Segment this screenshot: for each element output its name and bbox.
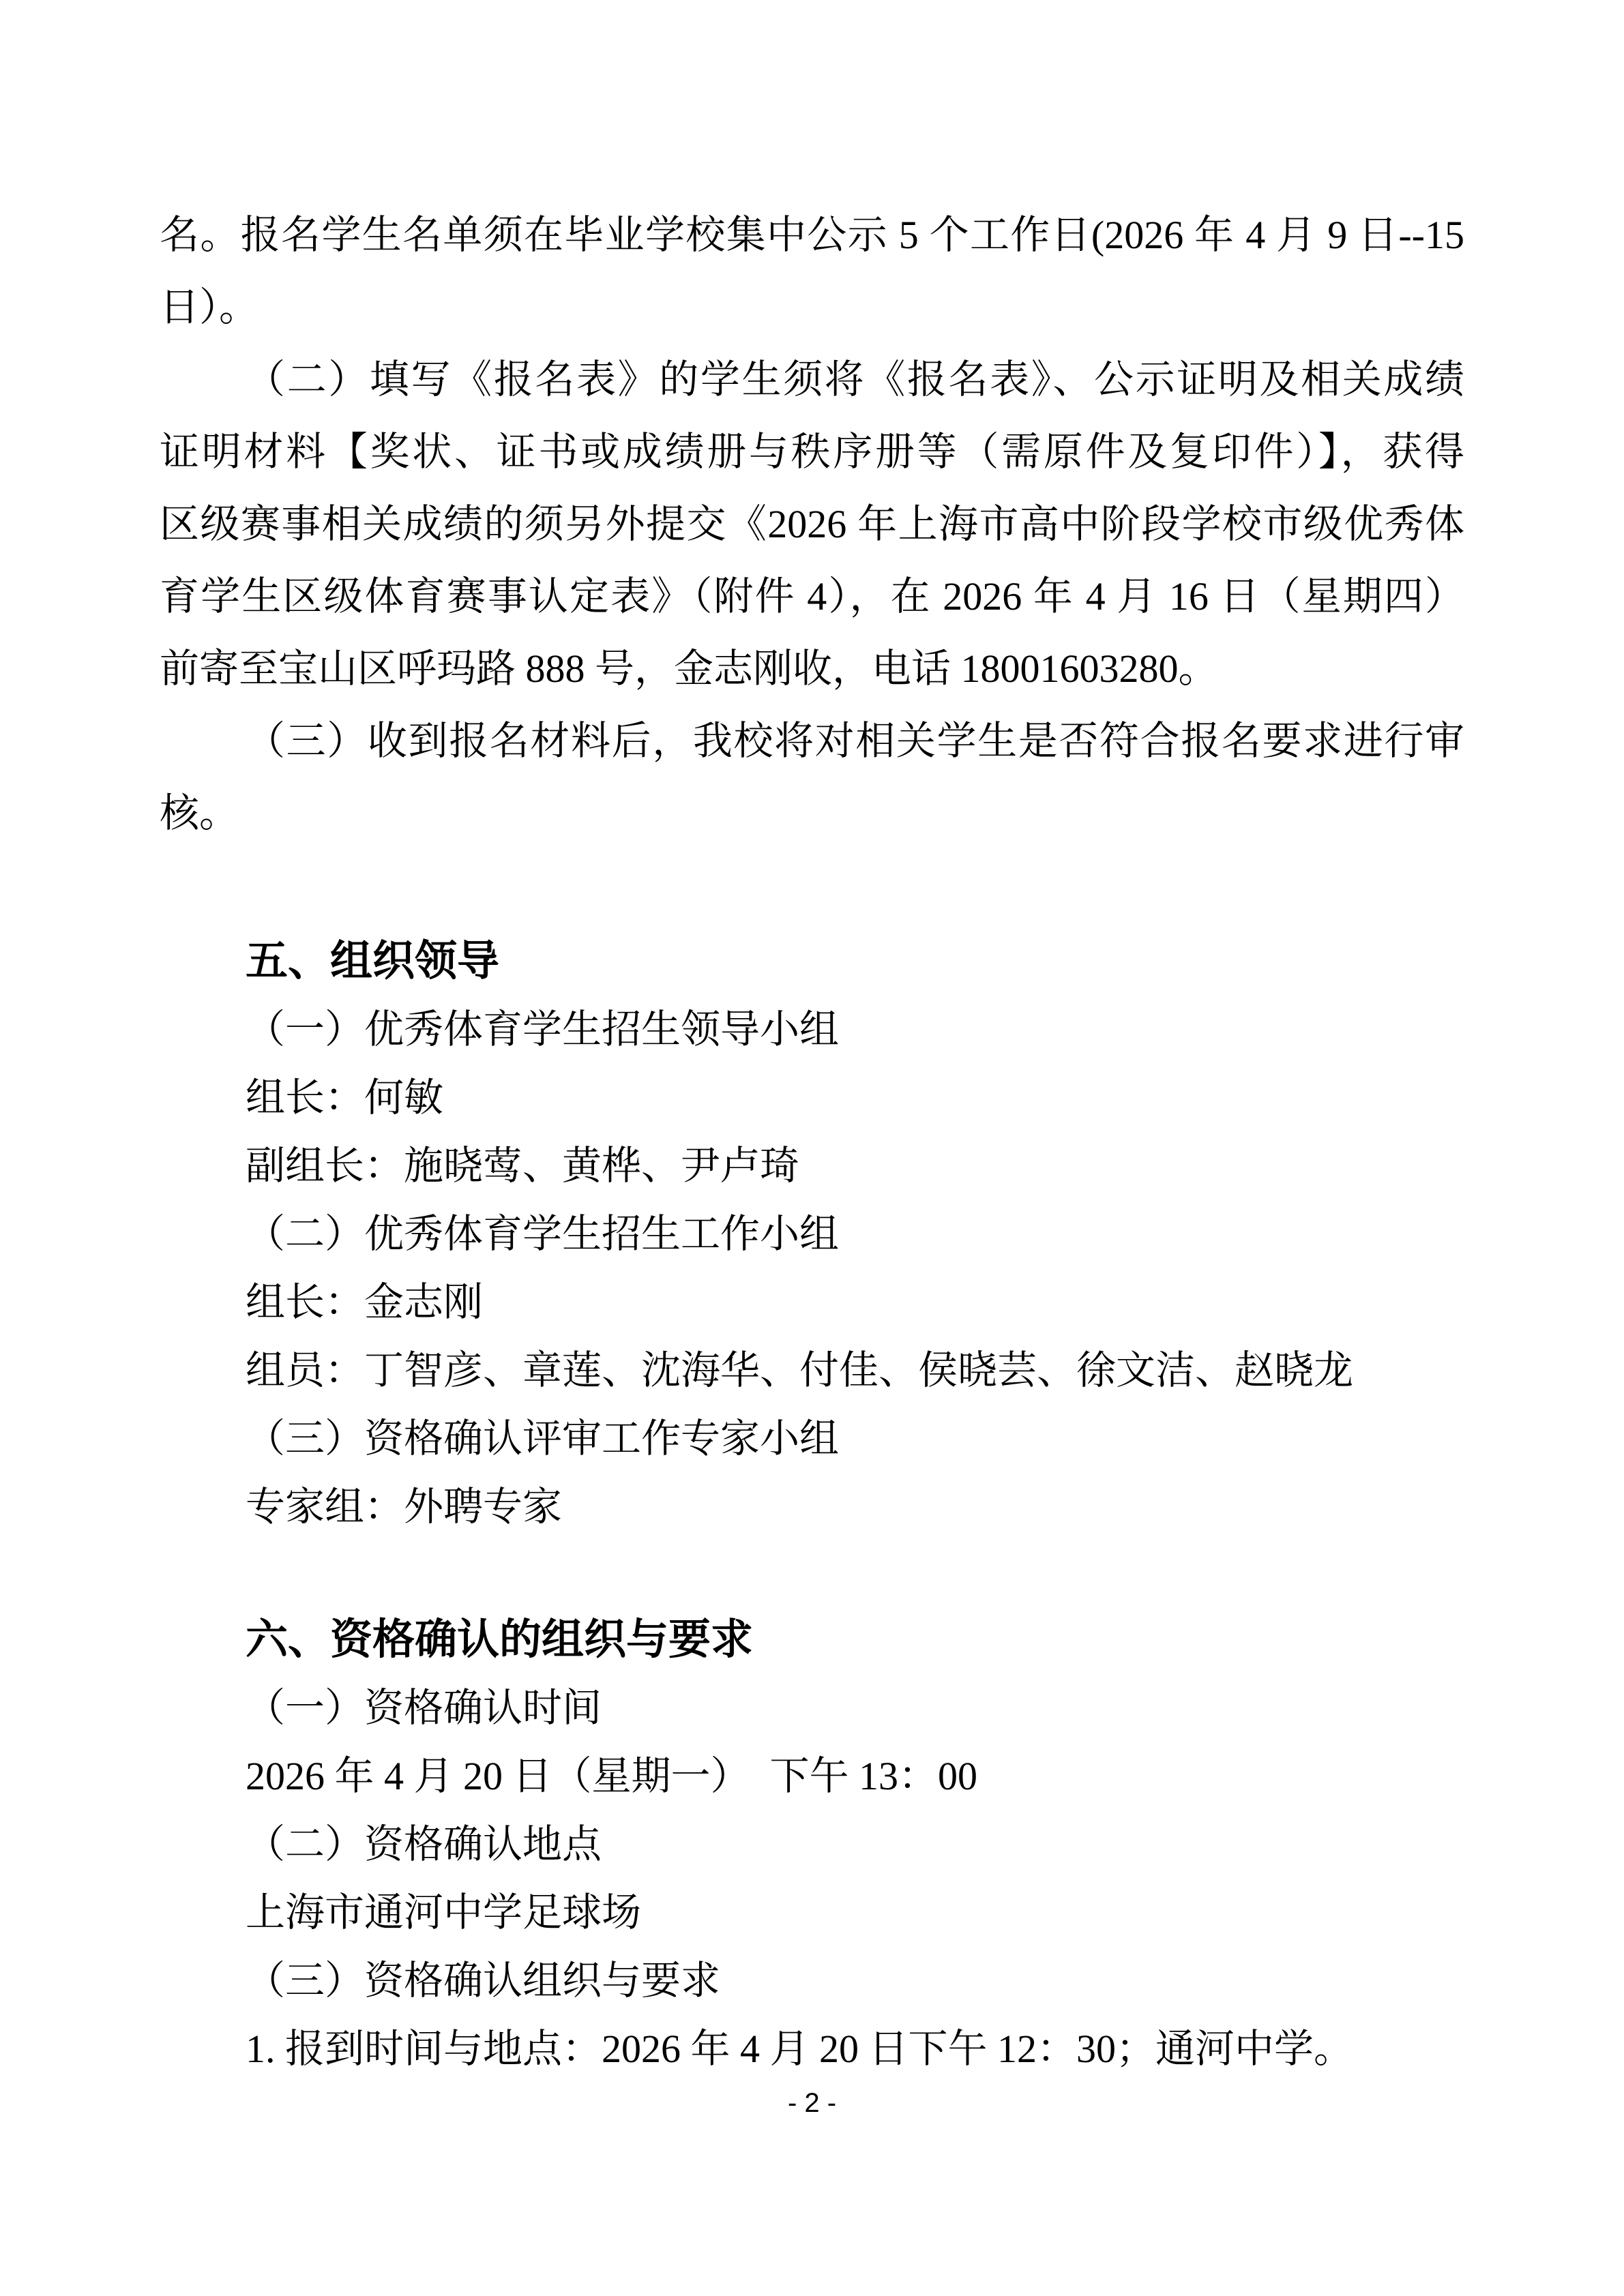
- body-text-line: （三）收到报名材料后，我校将对相关学生是否符合报名要求进行审: [246, 719, 1464, 763]
- body-text-line: 名。报名学生名单须在毕业学校集中公示 5 个工作日(2026 年 4 月 9 日--15: [160, 213, 1464, 257]
- section-gap: [160, 1541, 1464, 1606]
- body-text-line: 证明材料【奖状、证书或成绩册与秩序册等（需原件及复印件）】，获得: [160, 430, 1464, 474]
- group-leader-line: 组长：金志刚: [246, 1280, 484, 1324]
- registration-section: [160, 199, 1464, 850]
- group-leader-line: 组长：何敏: [246, 1075, 444, 1120]
- expert-group-line: 专家组：外聘专家: [246, 1485, 563, 1529]
- report-time-place-line: 1. 报到时间与地点：2026 年 4 月 20 日下午 12：30；通河中学。: [246, 2027, 1354, 2071]
- item-subheading: （一）资格确认时间: [246, 1686, 602, 1730]
- group-subheading: （一）优秀体育学生招生领导小组: [246, 1007, 840, 1052]
- body-text-line: 日）。: [160, 285, 259, 329]
- organization-leadership-section: [160, 927, 1464, 1541]
- body-text-line: 前寄至宝山区呼玛路 888 号，金志刚收，电话 18001603280。: [160, 646, 1218, 691]
- body-text-line: 核。: [160, 791, 239, 835]
- group-subheading: （三）资格确认评审工作专家小组: [246, 1416, 840, 1461]
- qualification-confirmation-section: [160, 1606, 1464, 2083]
- confirmation-place-line: 上海市通河中学足球场: [246, 1890, 642, 1935]
- group-members-line: 组员：丁智彦、章莲、沈海华、付佳、侯晓芸、徐文洁、赵晓龙: [246, 1348, 1354, 1392]
- page-number: - 2 -: [787, 2088, 837, 2118]
- item-subheading: （二）资格确认地点: [246, 1822, 602, 1866]
- section-heading: 五、组织领导: [246, 938, 500, 985]
- group-subheading: （二）优秀体育学生招生工作小组: [246, 1212, 840, 1256]
- item-subheading: （三）资格确认组织与要求: [246, 1958, 721, 2003]
- section-heading: 六、资格确认的组织与要求: [246, 1616, 754, 1663]
- confirmation-time-line: 2026 年 4 月 20 日（星期一） 下午 13：00: [246, 1754, 978, 1798]
- body-text-line: 区级赛事相关成绩的须另外提交《2026 年上海市高中阶段学校市级优秀体: [160, 502, 1464, 546]
- section-gap: [160, 850, 1464, 927]
- deputy-leader-line: 副组长：施晓莺、黄桦、尹卢琦: [246, 1144, 800, 1188]
- body-text-line: 育学生区级体育赛事认定表》（附件 4），在 2026 年 4 月 16 日（星期四）: [160, 574, 1464, 618]
- body-text-line: （二）填写《报名表》的学生须将《报名表》、公示证明及相关成绩: [246, 357, 1464, 402]
- document-content: [160, 199, 1464, 2083]
